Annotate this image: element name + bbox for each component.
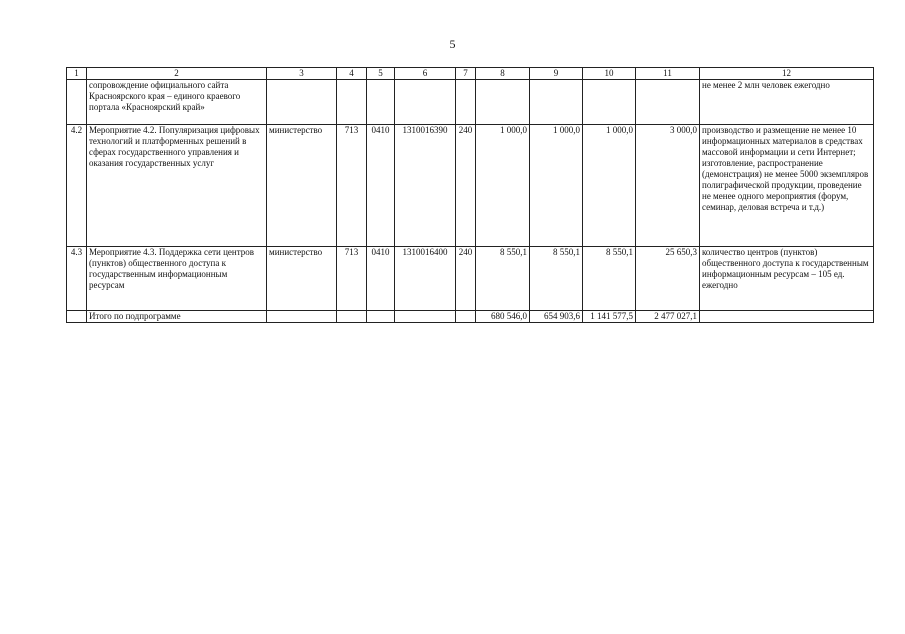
- column-header: 7: [456, 68, 476, 80]
- total-empty: [395, 311, 456, 323]
- total-col8: 680 546,0: [476, 311, 530, 323]
- code-section: [367, 80, 395, 125]
- column-header: 5: [367, 68, 395, 80]
- code-target: [395, 80, 456, 125]
- expected-result: количество центров (пунктов) общественного доступа к государственным информационным ресурсам – 105 ед. ежегодно: [700, 247, 874, 311]
- expected-result: производство и размещение не менее 10 информационных материалов в средствах массовой информации и сети Интернет; изготовление, распространение (демонстрация) не менее 5000 экземпляров полиграфической продукции, проведение не менее одного мероприятия (форум, семинар, деловая встреча и т.д.): [700, 125, 874, 247]
- column-header: 11: [636, 68, 700, 80]
- total-col9: 654 903,6: [530, 311, 583, 323]
- code-target: 1310016390: [395, 125, 456, 247]
- total-col11: 2 477 027,1: [636, 311, 700, 323]
- total-empty: [700, 311, 874, 323]
- item-number: 4.3: [67, 247, 87, 311]
- amount-col9: 8 550,1: [530, 247, 583, 311]
- code-grbs: [337, 80, 367, 125]
- total-empty: [456, 311, 476, 323]
- responsible: министерство: [267, 247, 337, 311]
- code-expense: 240: [456, 247, 476, 311]
- column-header: 6: [395, 68, 456, 80]
- amount-col10: [583, 80, 636, 125]
- code-expense: [456, 80, 476, 125]
- amount-col9: [530, 80, 583, 125]
- page-number: 5: [449, 37, 456, 51]
- expected-result: не менее 2 млн человек ежегодно: [700, 80, 874, 125]
- amount-col11: 25 650,3: [636, 247, 700, 311]
- column-header: 4: [337, 68, 367, 80]
- code-target: 1310016400: [395, 247, 456, 311]
- column-header: 9: [530, 68, 583, 80]
- column-header: 1: [67, 68, 87, 80]
- total-row: [67, 311, 874, 323]
- item-name: Мероприятие 4.3. Поддержка сети центров (пунктов) общественного доступа к государственным информационным ресурсам: [87, 247, 267, 311]
- table-row: [67, 247, 874, 311]
- amount-col8: [476, 80, 530, 125]
- amount-col8: 8 550,1: [476, 247, 530, 311]
- code-grbs: 713: [337, 125, 367, 247]
- amount-col9: 1 000,0: [530, 125, 583, 247]
- column-header: 3: [267, 68, 337, 80]
- total-empty: [267, 311, 337, 323]
- responsible: [267, 80, 337, 125]
- table-row: [67, 80, 874, 125]
- total-col10: 1 141 577,5: [583, 311, 636, 323]
- amount-col8: 1 000,0: [476, 125, 530, 247]
- table-row: [67, 125, 874, 247]
- code-expense: 240: [456, 125, 476, 247]
- item-name: Мероприятие 4.2. Популяризация цифровых технологий и платформенных решений в сферах государственного управления и оказания государственных услуг: [87, 125, 267, 247]
- item-number: 4.2: [67, 125, 87, 247]
- column-header: 2: [87, 68, 267, 80]
- amount-col10: 8 550,1: [583, 247, 636, 311]
- column-header: 8: [476, 68, 530, 80]
- total-empty: [367, 311, 395, 323]
- item-number: [67, 80, 87, 125]
- total-empty: [337, 311, 367, 323]
- code-section: 0410: [367, 125, 395, 247]
- total-empty: [67, 311, 87, 323]
- total-label: Итого по подпрограмме: [87, 311, 267, 323]
- item-name: сопровождение официального сайта Красноярского края – единого краевого портала «Красноярский край»: [87, 80, 267, 125]
- amount-col11: 3 000,0: [636, 125, 700, 247]
- amount-col11: [636, 80, 700, 125]
- column-header: 10: [583, 68, 636, 80]
- header-row: [67, 68, 874, 80]
- column-header: 12: [700, 68, 874, 80]
- code-grbs: 713: [337, 247, 367, 311]
- responsible: министерство: [267, 125, 337, 247]
- code-section: 0410: [367, 247, 395, 311]
- amount-col10: 1 000,0: [583, 125, 636, 247]
- program-table: [66, 67, 874, 323]
